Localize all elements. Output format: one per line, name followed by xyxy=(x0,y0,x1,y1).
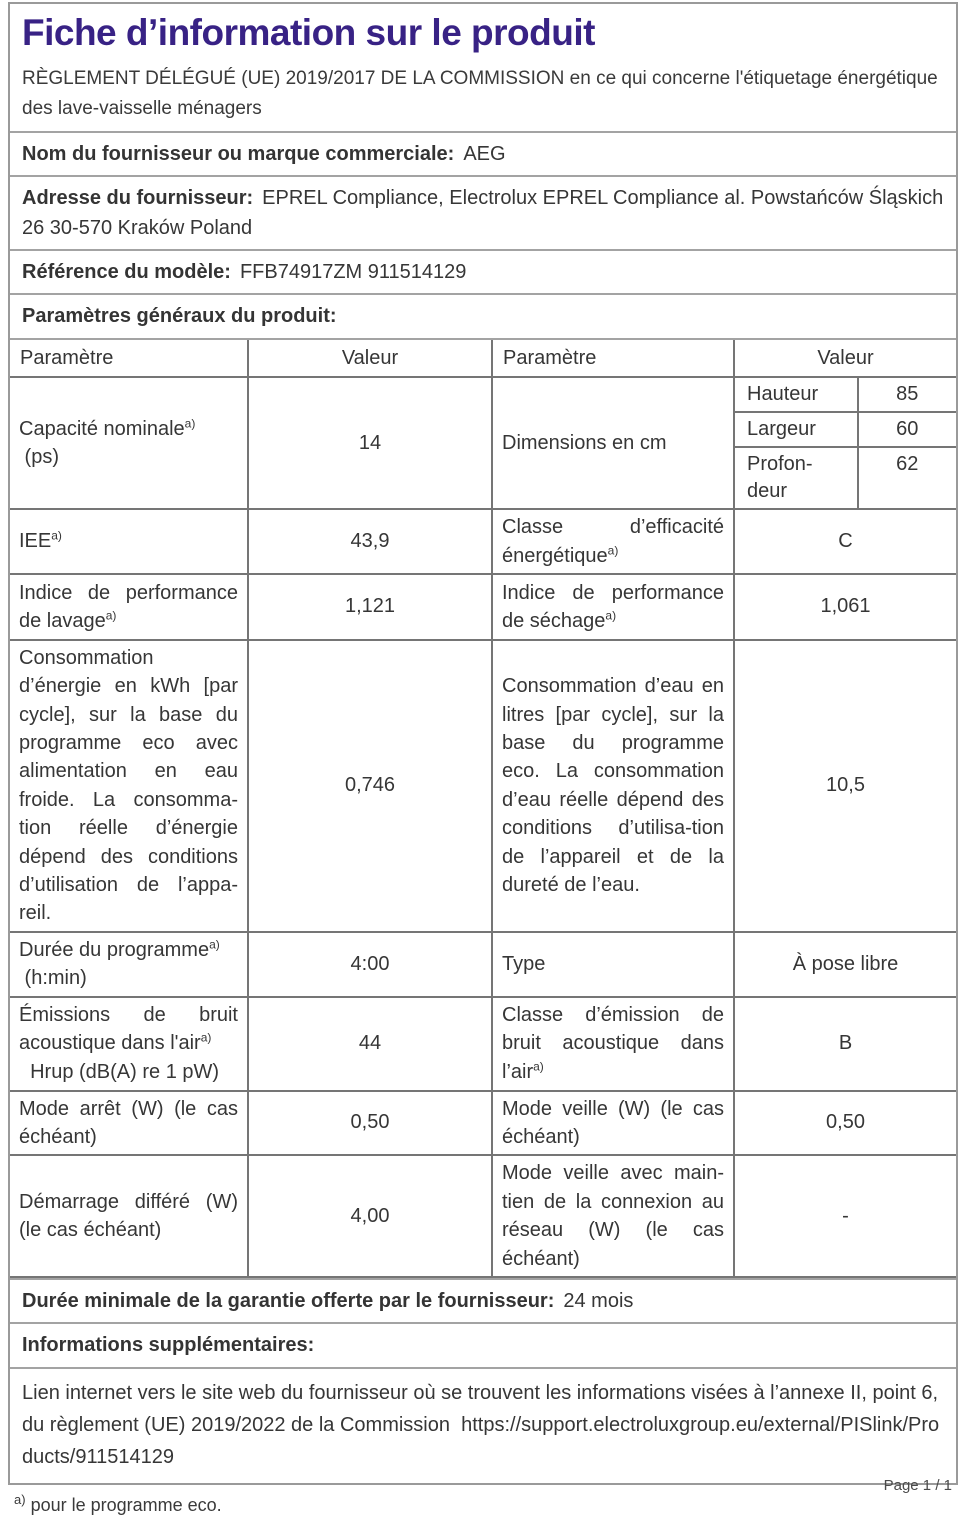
param-label: Consommation d’énergie en kWh [par cycle], sur la base du programme eco avec alimentation en eau froide. La consomma-tion réelle d’énergie dépend des conditions d’utilisation de l’appa-reil. xyxy=(10,640,248,932)
table-row xyxy=(10,640,956,932)
param-value: 4,00 xyxy=(248,1155,492,1277)
table-row xyxy=(10,377,956,509)
supplier-link-row xyxy=(10,1369,956,1483)
dim-label: Profon- deur xyxy=(747,453,813,503)
additional-info-heading: Informations supplémentaires: xyxy=(10,1324,956,1369)
header-section xyxy=(10,4,956,133)
model-reference-value: FFB74917ZM 911514129 xyxy=(239,261,467,284)
param-value: 0,50 xyxy=(734,1091,956,1156)
model-reference-label: Référence du modèle: xyxy=(22,261,231,284)
general-parameters-heading: Paramètres généraux du produit: xyxy=(10,295,956,340)
dim-row xyxy=(735,448,956,508)
dim-value: 62 xyxy=(857,448,956,508)
dim-row xyxy=(735,378,956,413)
regulation-text: RÈGLEMENT DÉLÉGUÉ (UE) 2019/2017 DE LA COMMISSION en ce qui concerne l'étiquetage énergétique des lave-vaisselle ménagers xyxy=(22,68,938,119)
table-row xyxy=(10,509,956,574)
param-value: 1,121 xyxy=(248,574,492,640)
dim-value: 60 xyxy=(857,413,956,446)
param-label: Indice de performance de lavage$^{a)}$ xyxy=(10,574,248,640)
parameters-table-wrap xyxy=(10,340,956,1278)
dim-value: 85 xyxy=(857,378,956,411)
table-header-cell: Paramètre xyxy=(10,340,248,377)
param-value: 1,061 xyxy=(734,574,956,640)
model-reference-row xyxy=(10,251,956,295)
table-row xyxy=(10,997,956,1091)
warranty-value: 24 mois xyxy=(563,1289,634,1312)
supplier-link-url[interactable]: https://support.electroluxgroup.eu/external/PISlink/Products/911514129 xyxy=(22,1413,940,1468)
param-value: 0,746 xyxy=(248,640,492,932)
supplier-address-row xyxy=(10,177,956,251)
param-label: IEE$^{a)}$ xyxy=(10,509,248,574)
param-value: 14 xyxy=(248,377,492,509)
dimensions-subtable xyxy=(734,377,956,509)
table-row xyxy=(10,1155,956,1277)
param-value: 4:00 xyxy=(248,932,492,997)
param-label: Mode arrêt (W) (le cas échéant) xyxy=(10,1091,248,1156)
param-label: Capacité nominale$^{a)}$ (ps) xyxy=(10,377,248,509)
param-value: 43,9 xyxy=(248,509,492,574)
param-value: 10,5 xyxy=(734,640,956,932)
supplier-link-text: Lien internet vers le site web du fournisseur où se trouvent les informations visées à l’annexe II, point 6, du règlement (UE) 2019/2022 de la Commission xyxy=(22,1381,939,1436)
param-value: - xyxy=(734,1155,956,1277)
footnote-text: pour le programme eco. xyxy=(30,1494,222,1515)
param-label: Durée du programme$^{a)}$ (h:min) xyxy=(10,932,248,997)
warranty-label: Durée minimale de la garantie offerte par le fournisseur: xyxy=(22,1289,555,1312)
table-row xyxy=(10,574,956,640)
param-value: À pose libre xyxy=(734,932,956,997)
product-information-sheet xyxy=(8,2,958,1485)
param-label: Type xyxy=(492,932,734,997)
page-number: Page 1 / 1 xyxy=(883,1477,952,1494)
param-label: Indice de performance de séchage$^{a)}$ xyxy=(492,574,734,640)
param-value: 44 xyxy=(248,997,492,1091)
supplier-name-value: AEG xyxy=(463,143,506,166)
param-label: Classe d’efficacité énergétique$^{a)}$ xyxy=(492,509,734,574)
param-label: Classe d’émission de bruit acoustique dans l’air$^{a)}$ xyxy=(492,997,734,1091)
param-label: Démarrage différé (W) (le cas échéant) xyxy=(10,1155,248,1277)
page-title: Fiche d’information sur le produit xyxy=(22,12,595,53)
param-label: Consommation d’eau en litres [par cycle], sur la base du programme eco. La consommation d’eau réelle dépend des conditions d’utilisa-tion de l’appareil et de la dureté de l’eau. xyxy=(492,640,734,932)
table-header-cell: Valeur xyxy=(734,340,956,377)
footnote-marker: a) xyxy=(14,1491,26,1507)
table-row xyxy=(10,932,956,997)
parameters-table-body xyxy=(10,377,956,1277)
param-label: Mode veille avec main-tien de la connexion au réseau (W) (le cas échéant) xyxy=(492,1155,734,1277)
supplier-name-label: Nom du fournisseur ou marque commerciale: xyxy=(22,143,455,166)
supplier-address-value: EPREL Compliance, Electrolux EPREL Compliance al. Powstańców Śląskich 26 30-570 Kraków Poland xyxy=(22,187,944,240)
supplier-name-row xyxy=(10,133,956,177)
table-header-row xyxy=(10,340,956,377)
parameters-table xyxy=(10,340,956,1278)
table-row xyxy=(10,1091,956,1156)
param-label: Dimensions en cm xyxy=(492,377,734,509)
table-header-cell: Paramètre xyxy=(492,340,734,377)
param-label: Mode veille (W) (le cas échéant) xyxy=(492,1091,734,1156)
warranty-row xyxy=(10,1278,956,1324)
dim-row xyxy=(735,413,956,448)
dim-label: Hauteur xyxy=(747,383,819,406)
param-value: B xyxy=(734,997,956,1091)
table-header-cell: Valeur xyxy=(248,340,492,377)
supplier-address-label: Adresse du fournisseur: xyxy=(22,187,254,210)
dim-label: Largeur xyxy=(747,418,816,441)
param-label: Émissions de bruit acoustique dans l'air$^{a)}$ Hrup (dB(A) re 1 pW) xyxy=(10,997,248,1091)
param-value: 0,50 xyxy=(248,1091,492,1156)
param-value: C xyxy=(734,509,956,574)
footnote xyxy=(14,1491,970,1516)
